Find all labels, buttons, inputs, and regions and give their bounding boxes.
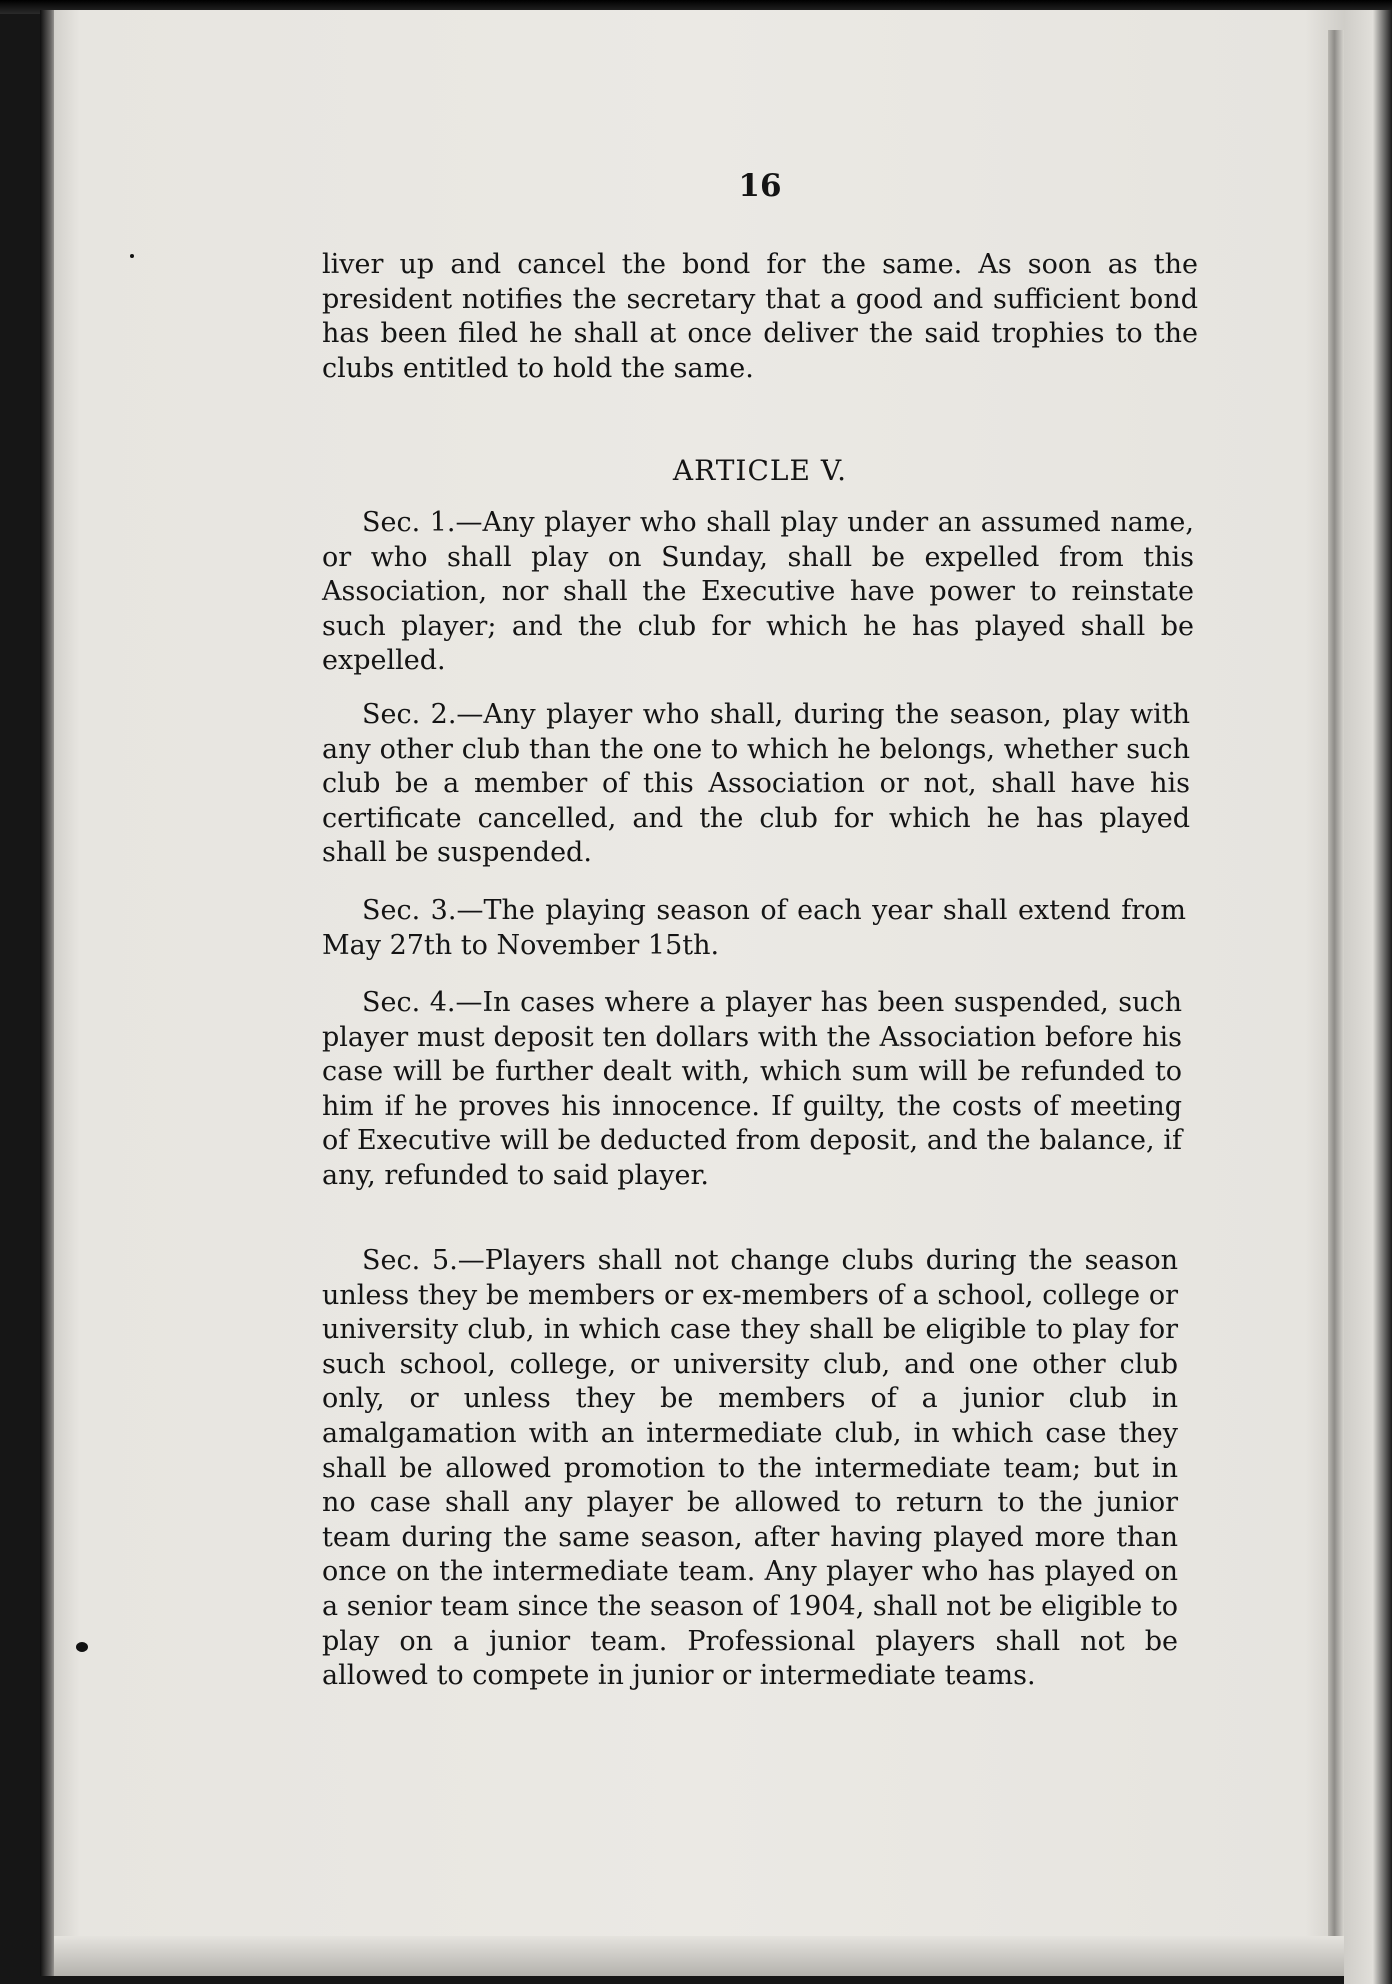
- section-2: Sec. 2.—Any player who shall, during the season, play with any other club than the one to which he belongs, whether such club be a member of this Association or not, shall have his certificate cancelled, and the club for which he has played shall be suspended.: [322, 699, 1190, 869]
- continuation-paragraph: liver up and cancel the bond for the same. As soon as the president notifies the secretary that a good and sufficient bond has been filed he shall at once deliver the said trophies to the clubs entitled to hold the same.: [322, 249, 1198, 384]
- bottom-page-edge: [54, 1936, 1344, 1976]
- section-3: Sec. 3.—The playing season of each year shall extend from May 27th to November 15th.: [322, 895, 1186, 961]
- page-gutter: [1328, 30, 1344, 1960]
- next-page-edge: [1344, 10, 1392, 1984]
- book-page: [54, 10, 1344, 1976]
- section-1: Sec. 1.—Any player who shall play under an assumed name, or who shall play on Sunday, shall be expelled from this Association, nor shall the Executive have power to reinstate such player; and the club for which he has played shall be expelled.: [322, 507, 1194, 677]
- section-5: Sec. 5.—Players shall not change clubs during the season unless they be members or ex-members of a school, college or university club, in which case they shall be eligible to play for such school, college, or university club, and one other club only, or unless they be members of a junior club in amalgamation with an intermediate club, in which case they shall be allowed promotion to the intermediate team; but in no case shall any player be allowed to return to the junior team during the same season, after having played more than once on the intermediate team. Any player who has played on a senior team since the season of 1904, shall not be eligible to play on a junior team. Professional players shall not be allowed to compete in junior or intermediate teams.: [322, 1245, 1178, 1692]
- ink-speck: [130, 254, 134, 258]
- ink-speck: [76, 1642, 88, 1652]
- page-number: 16: [738, 168, 782, 204]
- section-4: Sec. 4.—In cases where a player has been suspended, such player must deposit ten dollars with the Association before his case will be further dealt with, which sum will be refunded to him if he proves his innocence. If guilty, the costs of meeting of Executive will be deducted from deposit, and the balance, if any, refunded to said player.: [322, 987, 1182, 1191]
- article-heading: ARTICLE V.: [672, 454, 848, 487]
